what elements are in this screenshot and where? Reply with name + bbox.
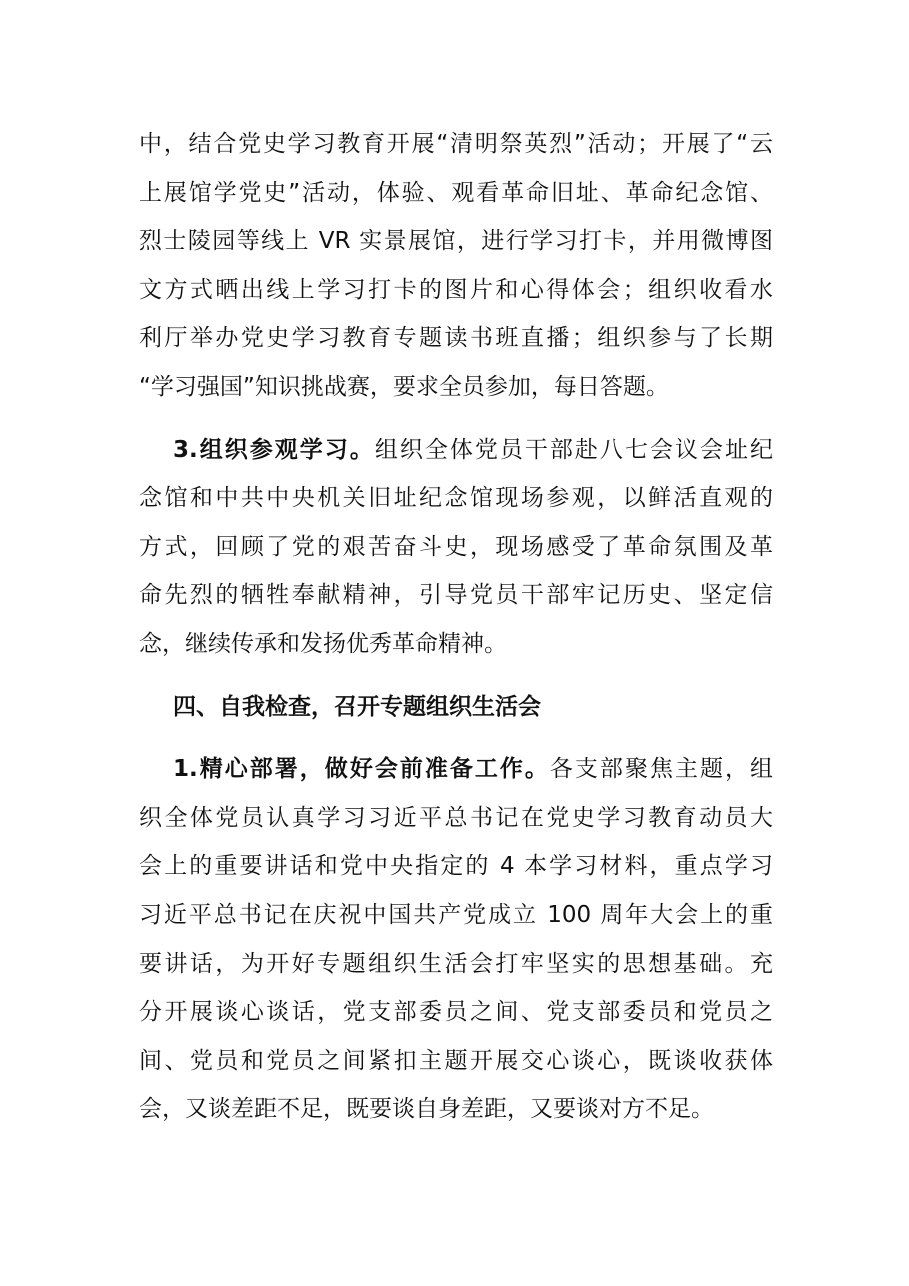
text-line: 织全体党员认真学习习近平总书记在党史学习教育动员大 [139, 804, 773, 831]
text-line: 会，又谈差距不足，既要谈自身差距，又要谈对方不足。 [139, 1096, 714, 1123]
text-line-first [139, 426, 773, 475]
text-line: 间、党员和党员之间紧扣主题开展交心谈心，既谈收获体 [139, 1047, 773, 1074]
text-line: 文方式晒出线上学习打卡的图片和心得体会；组织收看水 [139, 276, 773, 303]
paragraph-1 [139, 120, 773, 412]
text-line: 上展馆学党史”活动，体验、观看革命旧址、革命纪念馆、 [139, 179, 773, 206]
text-line: “学习强国”知识挑战赛，要求全员参加，每日答题。 [139, 373, 669, 400]
text-line: 命先烈的牺牲奉献精神，引导党员干部牢记历史、坚定信 [139, 582, 773, 609]
paragraph-text: 组织全体党员干部赴八七会议会址纪 [374, 436, 773, 463]
paragraph-2 [139, 426, 773, 669]
text-line: 中，结合党史学习教育开展“清明祭英烈”活动；开展了“云 [139, 131, 773, 157]
paragraph-lead: 1.精心部署，做好会前准备工作。 [173, 756, 550, 783]
paragraph-lead: 3.组织参观学习。 [173, 436, 375, 463]
text-line: 会上的重要讲话和党中央指定的 4 本学习材料，重点学习 [139, 853, 773, 880]
text-line: 念馆和中共中央机关旧址纪念馆现场参观，以鲜活直观的 [139, 485, 773, 512]
text-line: 方式，回顾了党的艰苦奋斗史，现场感受了革命氛围及革 [139, 533, 773, 560]
text-line: 利厅举办党史学习教育专题读书班直播；组织参与了长期 [139, 325, 773, 352]
document-body [139, 120, 773, 1134]
text-line: 分开展谈心谈话，党支部委员之间、党支部委员和党员之 [139, 999, 773, 1026]
text-line: 念，继续传承和发扬优秀革命精神。 [139, 630, 507, 657]
paragraph-3 [139, 745, 773, 1134]
paragraph-text: 各支部聚焦主题，组 [549, 756, 773, 783]
text-line: 习近平总书记在庆祝中国共产党成立 100 周年大会上的重 [139, 901, 773, 928]
text-line: 要讲话，为开好专题组织生活会打牢坚实的思想基础。充 [139, 950, 773, 977]
text-line-first [139, 745, 773, 794]
section-heading: 四、自我检查，召开专题组织生活会 [173, 693, 541, 720]
text-line: 烈士陵园等线上 VR 实景展馆，进行学习打卡，并用微博图 [139, 228, 773, 255]
